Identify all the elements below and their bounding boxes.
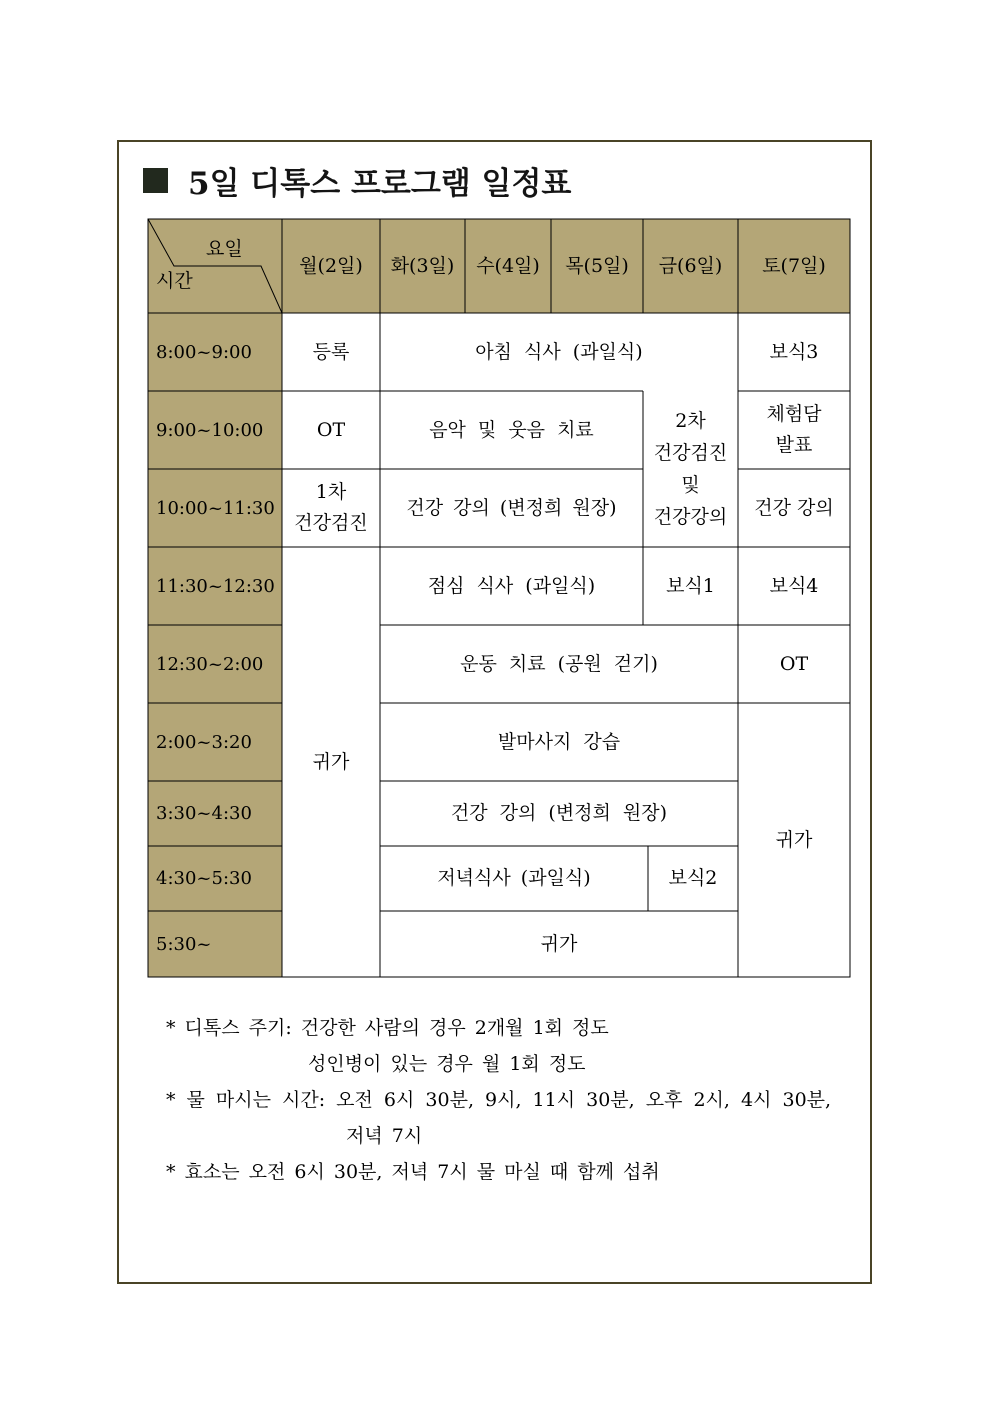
time-slot: 10:00~11:30	[148, 469, 282, 547]
cell-sat-lecture: 건강 강의	[754, 496, 834, 519]
time-slot: 12:30~2:00	[148, 625, 282, 703]
cell-mon-checkup1: 1차 건강검진	[294, 481, 368, 534]
cell-fri-checkup2: 2차 건강검진 및 건강강의	[653, 410, 728, 528]
cell-breakfast: 아침 식사 (과일식)	[475, 340, 643, 363]
note-water-time: * 물 마시는 시간: 오전 6시 30분, 9시, 11시 30분, 오후 2시, 4시 30분,	[166, 1089, 832, 1111]
cell-sat-experience: 체험담 발표	[766, 403, 822, 456]
cell-health-lecture-afternoon: 건강 강의 (변정희 원장)	[450, 802, 668, 824]
cell-mon-ot: OT	[316, 418, 346, 441]
cell-dinner: 저녁식사 (과일식)	[437, 867, 591, 889]
day-header-sat: 토(7일)	[738, 219, 850, 313]
cell-fri-bosik2: 보식2	[668, 867, 718, 889]
time-slot: 8:00~9:00	[148, 313, 282, 391]
time-label: 시간	[156, 270, 193, 292]
day-header-thu: 목(5일)	[551, 219, 643, 313]
cell-fri-bosik1: 보식1	[666, 574, 715, 597]
day-header-mon: 월(2일)	[282, 219, 380, 313]
title-text: 5일 디톡스 프로그램 일정표	[188, 165, 572, 202]
time-slot: 9:00~10:00	[148, 391, 282, 469]
time-slot: 4:30~5:30	[148, 846, 282, 911]
cell-mon-register: 등록	[312, 340, 350, 363]
cell-exercise: 운동 치료 (공원 걷기)	[460, 652, 658, 675]
cell-sat-bosik3: 보식3	[769, 340, 819, 363]
note-enzyme: * 효소는 오전 6시 30분, 저녁 7시 물 마실 때 함께 섭취	[166, 1161, 660, 1183]
time-slot: 3:30~4:30	[148, 781, 282, 846]
time-slot: 2:00~3:20	[148, 703, 282, 781]
cell-lunch: 점심 식사 (과일식)	[427, 574, 596, 597]
cell-evening-home: 귀가	[540, 932, 578, 955]
day-header-tue: 화(3일)	[380, 219, 465, 313]
cell-sat-home: 귀가	[775, 828, 813, 851]
cell-music-laugh: 음악 및 웃음 치료	[429, 418, 594, 441]
note-detox-cycle: * 디톡스 주기: 건강한 사람의 경우 2개월 1회 정도	[166, 1017, 609, 1039]
time-slot: 5:30~	[148, 911, 282, 977]
day-header-fri: 금(6일)	[643, 219, 738, 313]
cell-sat-bosik4: 보식4	[769, 574, 819, 597]
day-header-wed: 수(4일)	[465, 219, 551, 313]
time-slot: 11:30~12:30	[148, 547, 282, 625]
note-water-time-cont: 저녁 7시	[346, 1125, 423, 1147]
day-label: 요일	[206, 238, 243, 260]
cell-health-lecture-morning: 건강 강의 (변정희 원장)	[406, 496, 617, 519]
note-detox-cycle-cont: 성인병이 있는 경우 월 1회 정도	[308, 1053, 586, 1075]
cell-mon-home: 귀가	[312, 750, 350, 773]
cell-foot-massage: 발마사지 강습	[497, 730, 621, 753]
cell-sat-ot: OT	[779, 652, 809, 675]
